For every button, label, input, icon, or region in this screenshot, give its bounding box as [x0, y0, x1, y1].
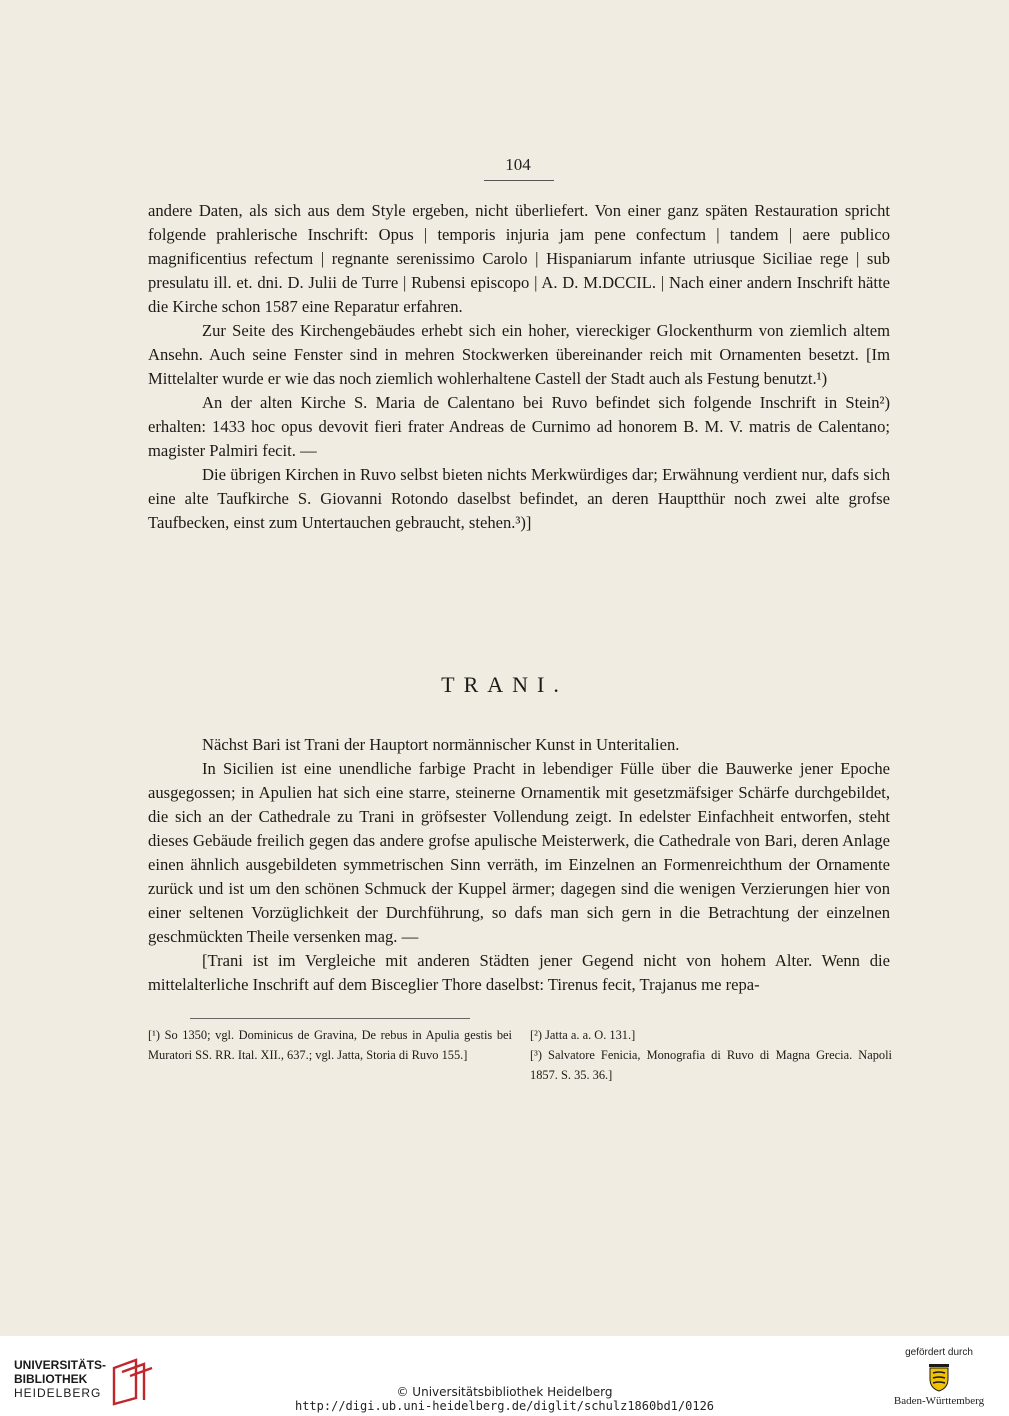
paragraph-trani-age: [Trani ist im Vergleiche mit anderen Städten jener Gegend nicht von hohem Alter. Wenn die mittelalterliche Inschrift auf dem Bisceglier Thore daselbst: Tirenus fecit, Trajanus me repa- — [148, 951, 890, 994]
paragraph-bell-tower: Zur Seite des Kirchengebäudes erhebt sich ein hoher, viereckiger Glockenthurm von ziemlich altem Ansehn. Auch seine Fenster sind in mehren Stockwerken übereinander reich mit Ornamenten besetzt. [Im Mittelalter wurde er wie das noch ziemlich wohlerhaltene Castell der Stadt auch als Festung benutzt.¹) — [148, 321, 890, 388]
top-text-block — [148, 199, 890, 535]
footnote-rule — [190, 1018, 470, 1019]
library-line-1: UNIVERSITÄTS- — [14, 1358, 107, 1372]
footnote-2: [²) Jatta a. a. O. 131.] — [530, 1028, 636, 1042]
paragraph-calentano: An der alten Kirche S. Maria de Calentano bei Ruvo befindet sich folgende Inschrift in Stein²) erhalten: 1433 hoc opus devovit fieri frater Andreas de Curnimo ad honorem B. M. V. matris de Calentano; magister Palmiri fecit. — — [148, 393, 890, 460]
paragraph-restoration: andere Daten, als sich aus dem Style ergeben, nicht überliefert. Von einer ganz späten Restauration spricht folgende prahlerische Inschrift: Opus | temporis injuria jam pene confectum | tandem | aere publico magnificentius refectum | regnante serenissimo Carolo | Hispaniarum infante utriusque Siciliae rege | sub presulatu ill. et. dni. D. Julii de Turre | Rubensi episcopo | A. D. M.DCCIL. | Nach einer andern Inschrift hätte die Kirche schon 1587 eine Reparatur erfahren. — [148, 201, 890, 316]
funding-name: Baden-Württemberg — [893, 1395, 985, 1407]
footnote-left: [¹) So 1350; vgl. Dominicus de Gravina, De rebus in Apulia gestis bei Muratori SS. RR. Ital. XII., 637.; vgl. Jatta, Storia di Ruvo 155.] — [148, 1028, 512, 1062]
state-coat-of-arms-icon — [928, 1362, 950, 1392]
copyright-text: © Universitätsbibliothek Heidelberg — [396, 1385, 613, 1399]
page-number-rule — [484, 180, 554, 181]
section-heading: TRANI. — [441, 672, 568, 697]
footnote-right — [530, 1025, 892, 1085]
funding-label: gefördert durch — [905, 1347, 973, 1358]
library-line-2: BIBLIOTHEK — [14, 1372, 88, 1386]
paragraph-sicily-apulia: In Sicilien ist eine unendliche farbige Pracht in lebendiger Fülle über die Bauwerke jener Epoche ausgegossen; in Apulien hat sich eine starre, steinerne Ornamentik mit gesetzmäfsiger Schärfe durchgebildet, die sich an der Cathedrale zu Trani in gröfsester Vollendung zeigt. In edelster Einfachheit entworfen, steht dieses Gebäude freilich gegen das andere grofse apulische Meisterwerk, die Cathedrale von Bari, deren Anlage einen ähnlich ausgebildeten symmetrischen Sinn verräth, im Einzelnen an Formenreichthum der Ornamente zurück und ist um den schönen Schmuck der Kuppel ärmer; dagegen sind die wenigen Verzierungen hier von einer seltenen Vorzüglichkeit der Durchführung, so dafs man sich gern in die Betrachtung der einzelnen geschmückten Theile versenken mag. — — [148, 759, 890, 946]
bottom-text-block — [148, 733, 890, 997]
paragraph-ruvo-churches: Die übrigen Kirchen in Ruvo selbst bieten nichts Merkwürdiges dar; Erwähnung verdient nur, dafs sich eine alte Taufkirche S. Giovanni Rotondo daselbst befindet, an deren Hauptthür noch zwei alte grofse Taufbecken, einst zum Untertauchen gebraucht, stehen.³)] — [148, 465, 890, 532]
paragraph-trani-intro: Nächst Bari ist Trani der Hauptort normännischer Kunst in Unteritalien. — [202, 735, 680, 754]
page-number: 104 — [505, 155, 531, 174]
permalink-url[interactable]: http://digi.ub.uni-heidelberg.de/diglit/schulz1860bd1/0126 — [294, 1399, 715, 1413]
library-line-3: HEIDELBERG — [14, 1386, 102, 1400]
footnote-3: [³) Salvatore Fenicia, Monografia di Ruvo di Magna Grecia. Napoli 1857. S. 35. 36.] — [530, 1048, 892, 1082]
